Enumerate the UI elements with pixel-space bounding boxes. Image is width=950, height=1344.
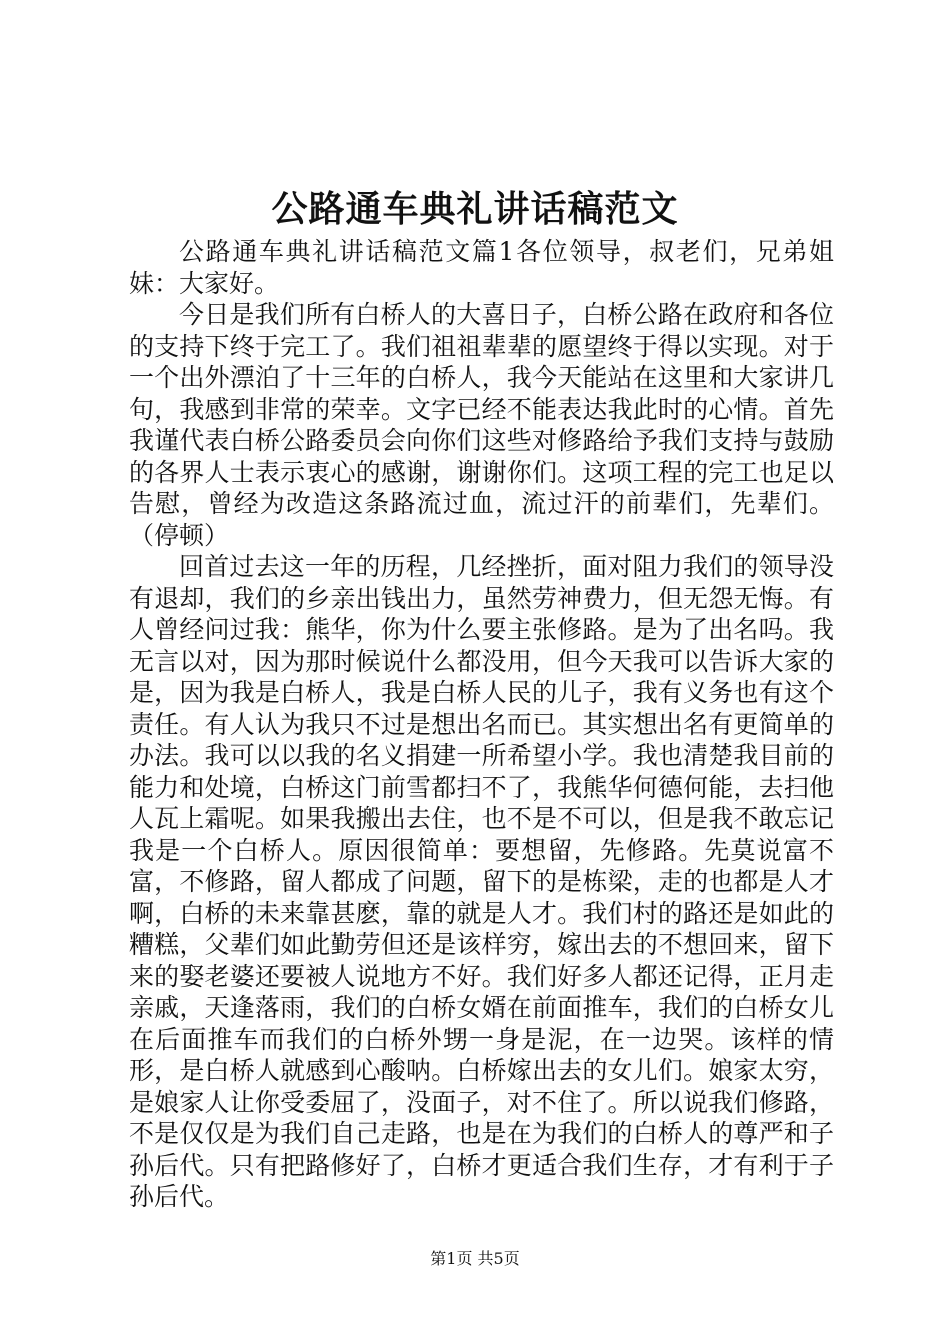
paragraph: 公路通车典礼讲话稿范文篇1各位领导，叔老们，兄弟姐妹：大家好。 <box>129 237 834 298</box>
paragraph: 回首过去这一年的历程，几经挫折，面对阻力我们的领导没有退却，我们的乡亲出钱出力，虽然劳神费力，但无怨无悔。有人曾经问过我：熊华，你为什么要主张修路。是为了出名吗。我无言以对，因为那时候说什么都没用，但今天我可以告诉大家的是，因为我是白桥人，我是白桥人民的儿子，我有义务也有这个责任。有人认为我只不过是想出名而已。其实想出名有更简单的办法。我可以以我的名义捐建一所希望小学。我也清楚我目前的能力和处境，白桥这门前雪都扫不了，我熊华何德何能，去扫他人瓦上霜呢。如果我搬出去住，也不是不可以，但是我不敢忘记我是一个白桥人。原因很简单：要想留，先修路。先莫说富不富，不修路，留人都成了问题，留下的是栋梁，走的也都是人才啊，白桥的未来靠甚麽，靠的就是人才。我们村的路还是如此的糟糕，父辈们如此勤劳但还是该样穷，嫁出去的不想回来，留下来的娶老婆还要被人说地方不好。我们好多人都还记得，正月走亲戚，天逢落雨，我们的白桥女婿在前面推车，我们的白桥女儿在后面推车而我们的白桥外甥一身是泥，在一边哭。该样的情形，是白桥人就感到心酸呐。白桥嫁出去的女儿们。娘家太穷，是娘家人让你受委屈了，没面子，对不住了。所以说我们修路，不是仅仅是为我们自己走路，也是在为我们的白桥人的尊严和子孙后代。只有把路修好了，白桥才更适合我们生存，才有利于子孙后代。 <box>129 552 834 1211</box>
document-body <box>129 236 834 1213</box>
page-footer: 第1页 共5页 <box>430 1249 520 1268</box>
document-title: 公路通车典礼讲话稿范文 <box>271 188 679 230</box>
paragraph: 今日是我们所有白桥人的大喜日子，白桥公路在政府和各位的支持下终于完工了。我们祖祖辈辈的愿望终于得以实现。对于一个出外漂泊了十三年的白桥人，我今天能站在这里和大家讲几句，我感到非常的荣幸。文字已经不能表达我此时的心情。首先我谨代表白桥公路委员会向你们这些对修路给予我们支持与鼓励的各界人士表示衷心的感谢，谢谢你们。这项工程的完工也足以告慰，曾经为改造这条路流过血，流过汗的前辈们，先辈们。（停顿） <box>129 300 834 550</box>
